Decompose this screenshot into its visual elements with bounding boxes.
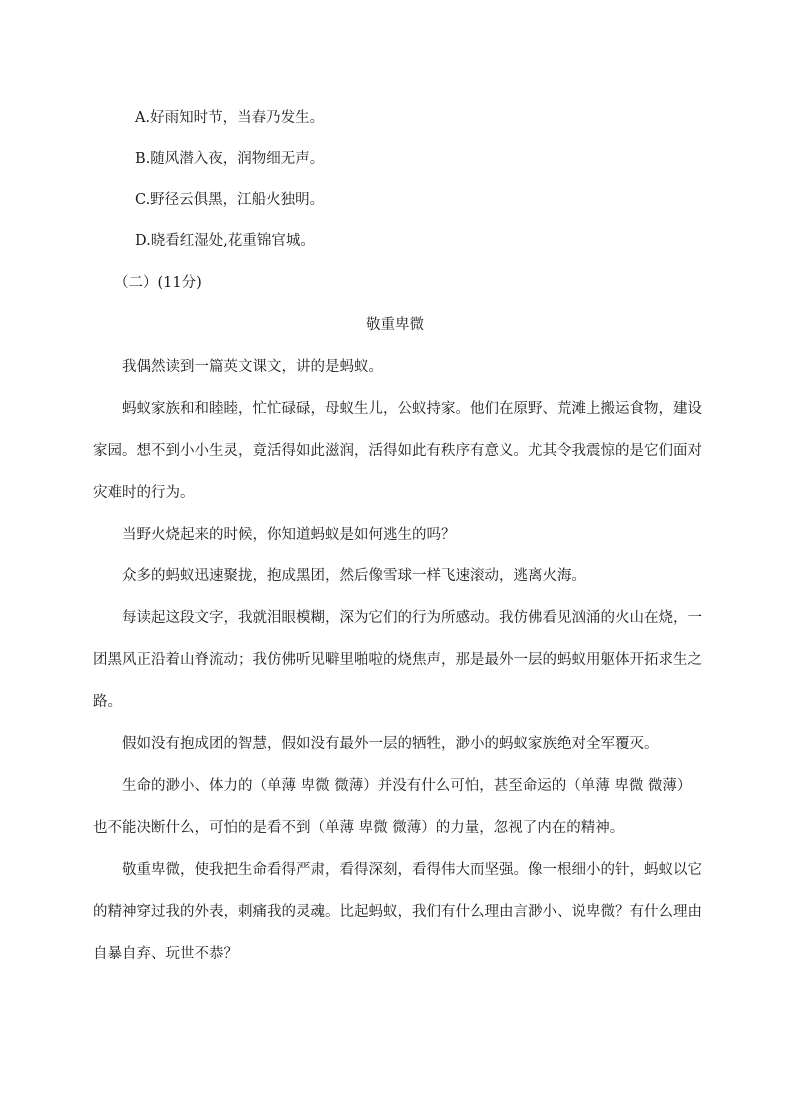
paragraph-line: 家园。想不到小小生灵，竟活得如此滋润，活得如此有秩序有意义。尤其令我震惊的是它们面对 [93,443,702,459]
passage-title: 敬重卑微 [366,317,424,333]
paragraph-line: 敬重卑微，使我把生命看得严肃，看得深刻，看得伟大而坚强。像一根细小的针，蚂蚁以它 [122,862,702,878]
option-a: A.好雨知时节，当春乃发生。 [135,110,325,126]
paragraph-line: 灾难时的行为。 [93,485,195,501]
paragraph-line: 生命的渺小、体力的（单薄 卑微 微薄）并没有什么可怕，甚至命运的（单薄 卑微 微薄） [122,778,692,794]
paragraph-line: 当野火烧起来的时候，你知道蚂蚁是如何逃生的吗？ [122,527,456,543]
paragraph-line: 假如没有抱成团的智慧，假如没有最外一层的牺牲，渺小的蚂蚁家族绝对全军覆灭。 [122,736,659,752]
paragraph-line: 我偶然读到一篇英文课文，讲的是蚂蚁。 [122,359,383,375]
paragraph-line: 团黑风正沿着山脊流动；我仿佛听见噼里啪啦的烧焦声，那是最外一层的蚂蚁用躯体开拓求生之 [93,652,702,668]
option-b: B.随风潜入夜，润物细无声。 [135,151,325,167]
paragraph-line: 众多的蚂蚁迅速聚拢，抱成黑团，然后像雪球一样飞速滚动，逃离火海。 [122,568,586,584]
paragraph-line: 蚂蚁家族和和睦睦，忙忙碌碌，母蚁生儿，公蚁持家。他们在原野、荒滩上搬运食物，建设 [122,401,702,417]
section-heading: （二）(11分) [114,275,202,291]
paragraph-line: 的精神穿过我的外表，刺痛我的灵魂。比起蚂蚁，我们有什么理由言渺小、说卑微？有什么理由 [93,904,702,920]
paragraph-line: 也不能决断什么，可怕的是看不到（单薄 卑微 微薄）的力量，忽视了内在的精神。 [93,820,625,836]
option-d: D.晓看红湿处,花重锦官城。 [135,233,315,249]
paragraph-line: 自暴自弃、玩世不恭？ [93,946,238,962]
option-c: C.野径云俱黑，江船火独明。 [135,192,325,208]
paragraph-line: 路。 [93,694,122,710]
paragraph-line: 每读起这段文字，我就泪眼模糊，深为它们的行为所感动。我仿佛看见汹涌的火山在烧，一 [122,610,702,626]
